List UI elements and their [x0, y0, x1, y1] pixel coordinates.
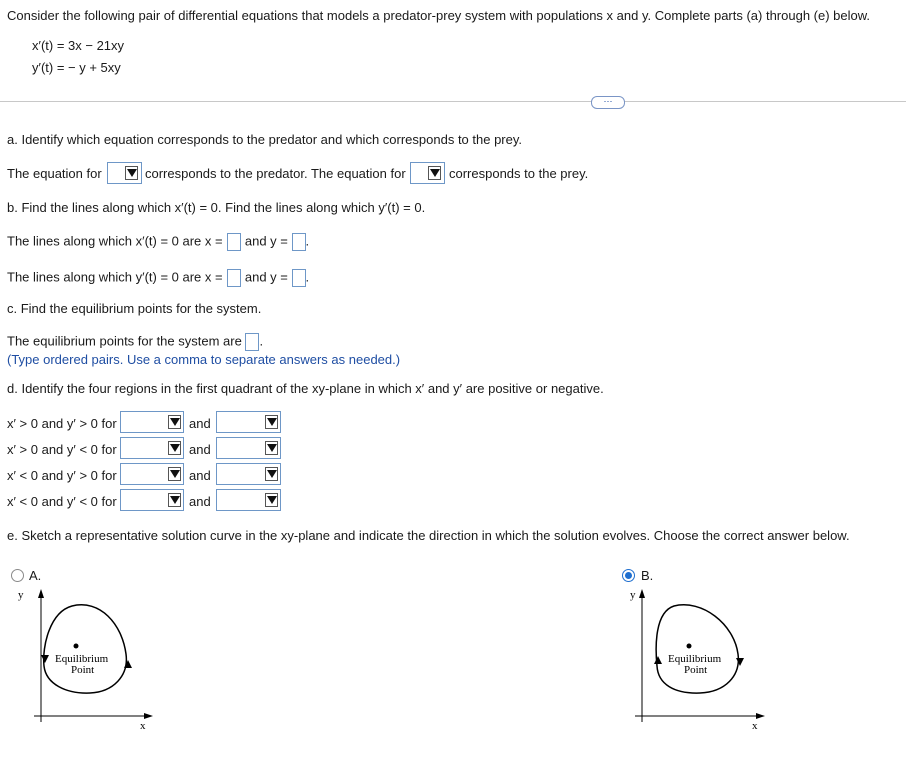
direction-arrow-icon: [736, 658, 744, 666]
equilibrium-note: (Type ordered pairs. Use a comma to separate answers as needed.): [7, 352, 401, 367]
region-row-label: x′ < 0 and y′ < 0 for: [7, 494, 117, 509]
yprime-x-input[interactable]: [227, 269, 241, 287]
x-axis-arrow-icon: [756, 713, 765, 719]
chevron-down-icon: [265, 441, 278, 455]
y-axis-arrow-icon: [38, 589, 44, 598]
chevron-down-icon: [265, 415, 278, 429]
equilibrium-point: [74, 644, 79, 649]
chevron-down-icon: [168, 415, 181, 429]
solution-curve: [656, 605, 738, 693]
part-a-question: a. Identify which equation corresponds to the predator and which corresponds to the prey.: [7, 132, 523, 147]
chevron-down-icon: [125, 166, 138, 180]
period: .: [305, 269, 310, 285]
separator: [0, 101, 906, 102]
x-label: x: [752, 720, 758, 732]
xprime-y-input[interactable]: [292, 233, 306, 251]
prey-dropdown[interactable]: [410, 162, 445, 184]
region-row1-dropdown1[interactable]: [120, 411, 184, 433]
yprime-lines-row: [7, 269, 309, 287]
region-and: and: [189, 468, 211, 483]
region-row2-dropdown2[interactable]: [216, 437, 281, 459]
y-axis-arrow-icon: [639, 589, 645, 598]
chevron-down-icon: [265, 467, 278, 481]
chevron-down-icon: [168, 467, 181, 481]
region-row4-dropdown1[interactable]: [120, 489, 184, 511]
predator-dropdown[interactable]: [107, 162, 142, 184]
region-row4-dropdown2[interactable]: [216, 489, 281, 511]
direction-arrow-icon: [124, 660, 132, 668]
region-and: and: [189, 442, 211, 457]
chevron-down-icon: [265, 493, 278, 507]
equilibrium-row: [7, 333, 263, 351]
region-row1-dropdown2[interactable]: [216, 411, 281, 433]
equilibrium-text: The equilibrium points for the system are: [7, 333, 242, 349]
equilibrium-label-2: Point: [684, 664, 708, 676]
xprime-lines-row: [7, 233, 309, 251]
part-b-question: b. Find the lines along which x′(t) = 0. Find the lines along which y′(t) = 0.: [7, 200, 426, 215]
region-row2-dropdown1[interactable]: [120, 437, 184, 459]
direction-arrow-icon: [654, 656, 662, 664]
region-row-label: x′ > 0 and y′ > 0 for: [7, 416, 117, 431]
chevron-down-icon: [168, 441, 181, 455]
part-a-text1: The equation for: [7, 166, 102, 181]
chevron-down-icon: [168, 493, 181, 507]
part-c-question: c. Find the equilibrium points for the system.: [7, 301, 262, 316]
solution-curve: [44, 605, 127, 693]
intro-text: Consider the following pair of differential equations that models a predator-prey system with populations x and y. Complete parts (a) through (e) below.: [7, 8, 871, 23]
part-e-question: e. Sketch a representative solution curve in the xy-plane and indicate the direction in which the solution evolves. Choose the correct answer below.: [7, 528, 850, 543]
option-b-graph[interactable]: [622, 584, 772, 744]
period: .: [259, 333, 264, 349]
direction-arrow-icon: [41, 655, 49, 663]
option-b-radio[interactable]: [622, 569, 635, 582]
y-label: y: [18, 589, 24, 601]
x-label: x: [140, 720, 146, 732]
part-a-text3: corresponds to the prey.: [449, 166, 589, 181]
xprime-lines-prefix: The lines along which x′(t) = 0 are x =: [7, 233, 223, 249]
xprime-x-input[interactable]: [227, 233, 241, 251]
part-d-question: d. Identify the four regions in the first quadrant of the xy-plane in which x′ and y′ are positive or negative.: [7, 381, 604, 396]
y-label: y: [630, 589, 636, 601]
equation-y: y′(t) = − y + 5xy: [32, 60, 121, 75]
x-axis-arrow-icon: [144, 713, 153, 719]
region-row-label: x′ < 0 and y′ > 0 for: [7, 468, 117, 483]
equilibrium-point: [687, 644, 692, 649]
chevron-down-icon: [428, 166, 441, 180]
equilibrium-label-1: Equilibrium: [668, 653, 722, 665]
part-a-text2: corresponds to the predator. The equation for: [145, 166, 406, 181]
equilibrium-input[interactable]: [245, 333, 259, 351]
yprime-and-y: and y =: [244, 269, 288, 285]
yprime-lines-prefix: The lines along which y′(t) = 0 are x =: [7, 269, 223, 285]
region-and: and: [189, 416, 211, 431]
yprime-y-input[interactable]: [292, 269, 306, 287]
region-row-label: x′ > 0 and y′ < 0 for: [7, 442, 117, 457]
region-row3-dropdown1[interactable]: [120, 463, 184, 485]
option-a-label: A.: [29, 568, 42, 583]
period: .: [305, 233, 310, 249]
option-a-radio[interactable]: [11, 569, 24, 582]
xprime-and-y: and y =: [244, 233, 288, 249]
option-b-label: B.: [641, 568, 654, 583]
option-a-graph[interactable]: [10, 584, 160, 744]
equilibrium-label-2: Point: [71, 664, 95, 676]
equilibrium-label-1: Equilibrium: [55, 653, 109, 665]
region-and: and: [189, 494, 211, 509]
equation-x: x′(t) = 3x − 21xy: [32, 38, 125, 53]
region-row3-dropdown2[interactable]: [216, 463, 281, 485]
more-button[interactable]: ⋯: [591, 96, 625, 109]
